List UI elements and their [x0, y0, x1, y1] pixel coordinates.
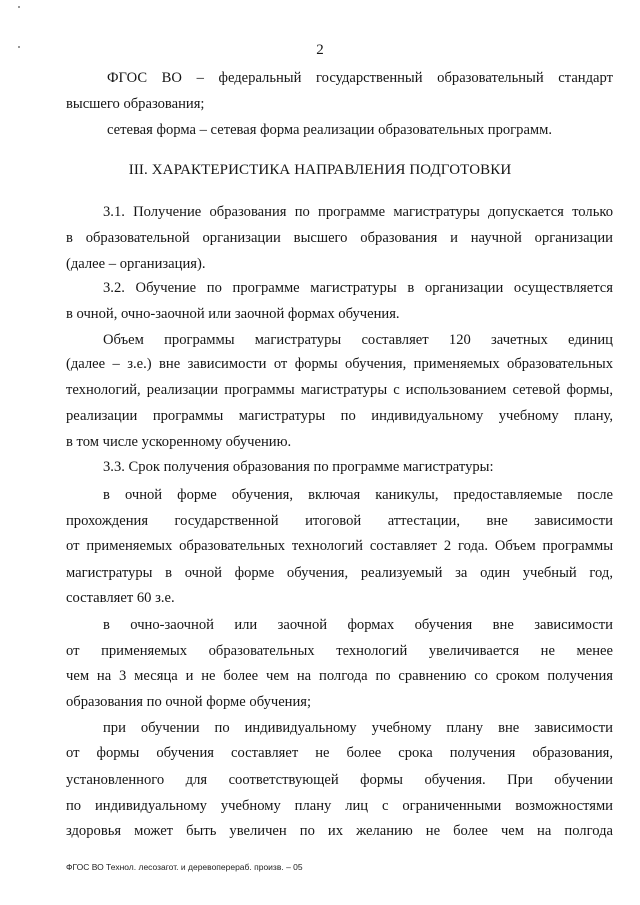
page-footer: ФГОС ВО Технол. лесозагот. и деревоперераб. произв. – 05 [66, 862, 303, 872]
text-line: сетевая форма – сетевая форма реализации образовательных программ. [107, 122, 553, 138]
text-line: в том числе ускоренному обучению. [66, 434, 292, 450]
text-line: образования по очной форме обучения; [66, 694, 312, 710]
page-number: 2 [316, 42, 324, 58]
text-line: по индивидуальному учебному плану лиц с ограниченными возможностями [66, 798, 613, 814]
text-line: в образовательной организации высшего образования и научной организации [66, 230, 613, 246]
text-line: от применяемых образовательных технологий увеличивается не менее [66, 643, 613, 659]
text-line: 3.2. Обучение по программе магистратуры в организации осуществляется [103, 280, 613, 296]
text-line: 3.3. Срок получения образования по программе магистратуры: [103, 459, 494, 475]
scan-speck [18, 6, 20, 8]
text-line: от применяемых образовательных технологий составляет 2 года. Объем программы [66, 538, 613, 554]
text-line: 3.1. Получение образования по программе магистратуры допускается только [103, 204, 613, 220]
text-line: технологий, реализации программы магистратуры с использованием сетевой формы, [66, 382, 613, 398]
text-line: в очной, очно-заочной или заочной формах обучения. [66, 306, 400, 322]
text-line: реализации программы магистратуры по индивидуальному учебному плану, [66, 408, 613, 424]
text-line: Объем программы магистратуры составляет 120 зачетных единиц [103, 332, 613, 348]
text-line: от формы обучения составляет не более срока получения образования, [66, 745, 613, 761]
text-line: магистратуры в очной форме обучения, реализуемый за один учебный год, [66, 565, 613, 581]
text-line: (далее – организация). [66, 256, 206, 272]
text-line: в очной форме обучения, включая каникулы, предоставляемые после [103, 487, 613, 503]
text-line: ФГОС ВО – федеральный государственный образовательный стандарт [107, 70, 613, 86]
text-line: составляет 60 з.е. [66, 590, 175, 606]
text-line: (далее – з.е.) вне зависимости от формы обучения, применяемых образовательных [66, 356, 613, 372]
text-line: прохождения государственной итоговой аттестации, вне зависимости [66, 513, 613, 529]
text-line: в очно-заочной или заочной формах обучения вне зависимости [103, 617, 613, 633]
text-line: высшего образования; [66, 96, 205, 112]
text-line: здоровья может быть увеличен по их желанию не более чем на полгода [66, 823, 613, 839]
text-line: при обучении по индивидуальному учебному плану вне зависимости [103, 720, 613, 736]
section-heading: III. ХАРАКТЕРИСТИКА НАПРАВЛЕНИЯ ПОДГОТОВКИ [128, 162, 512, 178]
text-line: установленного для соответствующей формы обучения. При обучении [66, 772, 613, 788]
text-line: чем на 3 месяца и не более чем на полгода по сравнению со сроком получения [66, 668, 613, 684]
